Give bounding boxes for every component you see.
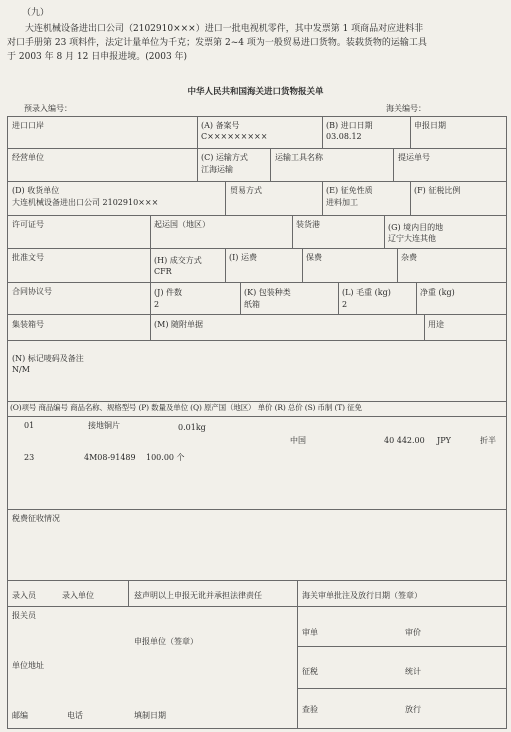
- consignee-value: 大连机械设备进出口公司 2102910×××: [12, 198, 159, 207]
- business-unit-label: 经营单位: [12, 153, 44, 162]
- consignee-label: (D) 收货单位: [12, 186, 60, 195]
- marks-label: (N) 标记唛码及备注: [12, 354, 84, 363]
- trade-mode-label: 贸易方式: [230, 186, 262, 195]
- bill-of-lading-label: 提运单号: [398, 153, 430, 162]
- origin-country-label: 起运国（地区）: [154, 220, 210, 229]
- destination-label: (G) 境内目的地: [388, 223, 444, 232]
- goods-table-header: (O)项号 商品编号 商品名称、规格型号 (P) 数量及单位 (Q) 原产国（地区） 单价 (R) 总价 (S) 币制 (T) 征免: [10, 403, 362, 412]
- license-number-label: 许可证号: [12, 220, 44, 229]
- column-divider: [150, 248, 151, 282]
- form-left-border: [7, 116, 8, 729]
- row2-quantity: 100.00 个: [146, 453, 185, 462]
- preentry-number-label: 预录入编号：: [24, 104, 72, 113]
- unit-address-label: 单位地址: [12, 661, 44, 670]
- transport-name-label: 运输工具名称: [275, 153, 323, 162]
- fill-date-label: 填制日期: [134, 711, 166, 720]
- container-number-label: 集装箱号: [12, 320, 44, 329]
- row2-item-number: 23: [24, 453, 35, 462]
- row1-currency: JPY: [437, 436, 451, 445]
- entry-clerk-label: 录入员: [12, 591, 36, 600]
- row1-product-name: 接地铜片: [88, 421, 120, 430]
- column-divider: [424, 314, 425, 341]
- row-divider: [7, 416, 507, 417]
- row1-quantity: 0.01kg: [178, 423, 206, 432]
- record-number-label: (A) 备案号: [201, 121, 240, 130]
- tax-levy-label: 征税: [302, 667, 318, 676]
- row2-model: 4M08-91489: [84, 453, 136, 462]
- column-divider: [397, 248, 398, 282]
- form-title: 中华人民共和国海关进口货物报关单: [187, 87, 324, 97]
- row-divider: [7, 148, 507, 149]
- column-divider: [128, 580, 129, 607]
- column-divider: [225, 248, 226, 282]
- row-divider: [7, 580, 507, 581]
- row-divider: [7, 181, 507, 182]
- row1-origin: 中国: [290, 436, 306, 445]
- net-weight-label: 净重 (kg): [420, 288, 455, 297]
- row1-item-number: 01: [24, 421, 35, 430]
- declaration-statement: 兹声明以上申报无讹并承担法律责任: [134, 591, 262, 600]
- usage-label: 用途: [428, 320, 444, 329]
- column-divider: [338, 282, 339, 315]
- column-divider: [393, 148, 394, 182]
- column-divider: [302, 248, 303, 282]
- row-divider: [297, 646, 507, 647]
- intro-paragraph: [7, 22, 504, 64]
- column-divider: [197, 116, 198, 182]
- statistics-label: 统计: [405, 667, 421, 676]
- declarant-label: 报关员: [12, 611, 36, 620]
- row1-total: 40 442.00: [384, 436, 425, 445]
- column-divider: [297, 580, 298, 729]
- tax-rate-label: (F) 征税比例: [414, 186, 461, 195]
- transport-mode-value: 江海运输: [201, 165, 233, 174]
- column-divider: [416, 282, 417, 315]
- intro-line-1: 大连机械设备进出口公司（2102910×××）进口一批电视机零件，其中发票第 1 项商品对应进料非: [25, 24, 424, 34]
- column-divider: [150, 215, 151, 249]
- declare-date-label: 申报日期: [414, 121, 446, 130]
- deal-mode-label: (H) 成交方式: [154, 256, 202, 265]
- deal-mode-value: CFR: [154, 267, 172, 276]
- record-number-value: C×××××××××: [201, 132, 268, 141]
- tax-situation-label: 税费征收情况: [12, 514, 60, 523]
- documents-label: (M) 随附单据: [154, 320, 203, 329]
- misc-fee-label: 杂费: [401, 253, 417, 262]
- phone-label: 电话: [67, 711, 83, 720]
- form-right-border: [506, 116, 507, 729]
- column-divider: [240, 282, 241, 315]
- marks-value: N/M: [12, 365, 30, 374]
- contract-number-label: 合同协议号: [12, 287, 52, 296]
- column-divider: [150, 282, 151, 315]
- column-divider: [322, 116, 323, 149]
- customs-review-label: 海关审单批注及放行日期（签章）: [302, 591, 422, 600]
- destination-value: 辽宁大连其他: [388, 234, 436, 243]
- row-divider: [7, 215, 507, 216]
- intro-line-2: 对口手册第 23 项料件，法定计量单位为千克；发票第 2~4 项为一般贸易进口货物。装载货物的运输工具: [7, 38, 427, 48]
- row-divider: [297, 688, 507, 689]
- inspection-label: 查验: [302, 705, 318, 714]
- column-divider: [270, 148, 271, 182]
- row1-exemption: 折半: [480, 436, 496, 445]
- exemption-nature-label: (E) 征免性质: [326, 186, 373, 195]
- entry-unit-label: 录入单位: [62, 591, 94, 600]
- column-divider: [292, 215, 293, 249]
- pricing-label: 审价: [405, 628, 421, 637]
- row-divider: [7, 340, 507, 341]
- section-number: （九）: [22, 8, 50, 18]
- row-divider: [7, 248, 507, 249]
- column-divider: [384, 215, 385, 249]
- port-of-entry-label: 进口口岸: [12, 121, 44, 130]
- row-divider: [7, 509, 507, 510]
- column-divider: [322, 181, 323, 215]
- review-label: 审单: [302, 628, 318, 637]
- column-divider: [150, 314, 151, 341]
- column-divider: [410, 116, 411, 149]
- import-date-label: (B) 进口日期: [326, 121, 373, 130]
- release-label: 放行: [405, 705, 421, 714]
- form-top-border: [7, 116, 507, 117]
- row-divider: [7, 282, 507, 283]
- customs-number-label: 海关编号：: [386, 104, 426, 113]
- transport-mode-label: (C) 运输方式: [201, 153, 248, 162]
- postcode-label: 邮编: [12, 711, 28, 720]
- declaring-unit-label: 申报单位（签章）: [134, 637, 198, 646]
- package-type-label: (K) 包装种类: [244, 288, 291, 297]
- column-divider: [225, 181, 226, 215]
- packages-value: 2: [154, 300, 160, 309]
- row-divider: [7, 314, 507, 315]
- packages-label: (J) 件数: [154, 288, 182, 297]
- row-divider: [7, 606, 507, 607]
- row-divider: [7, 401, 507, 402]
- gross-weight-value: 2: [342, 300, 348, 309]
- freight-label: (I) 运费: [229, 253, 257, 262]
- column-divider: [410, 181, 411, 215]
- approval-number-label: 批准文号: [12, 253, 44, 262]
- gross-weight-label: (L) 毛重 (kg): [342, 288, 391, 297]
- exemption-nature-value: 进料加工: [326, 198, 358, 207]
- package-type-value: 纸箱: [244, 300, 260, 309]
- loading-port-label: 装货港: [296, 220, 320, 229]
- insurance-label: 保费: [306, 253, 322, 262]
- intro-line-3: 于 2003 年 8 月 12 日申报进境。(2003 年): [7, 52, 188, 62]
- form-bottom-border: [7, 728, 507, 729]
- import-date-value: 03.08.12: [326, 132, 362, 141]
